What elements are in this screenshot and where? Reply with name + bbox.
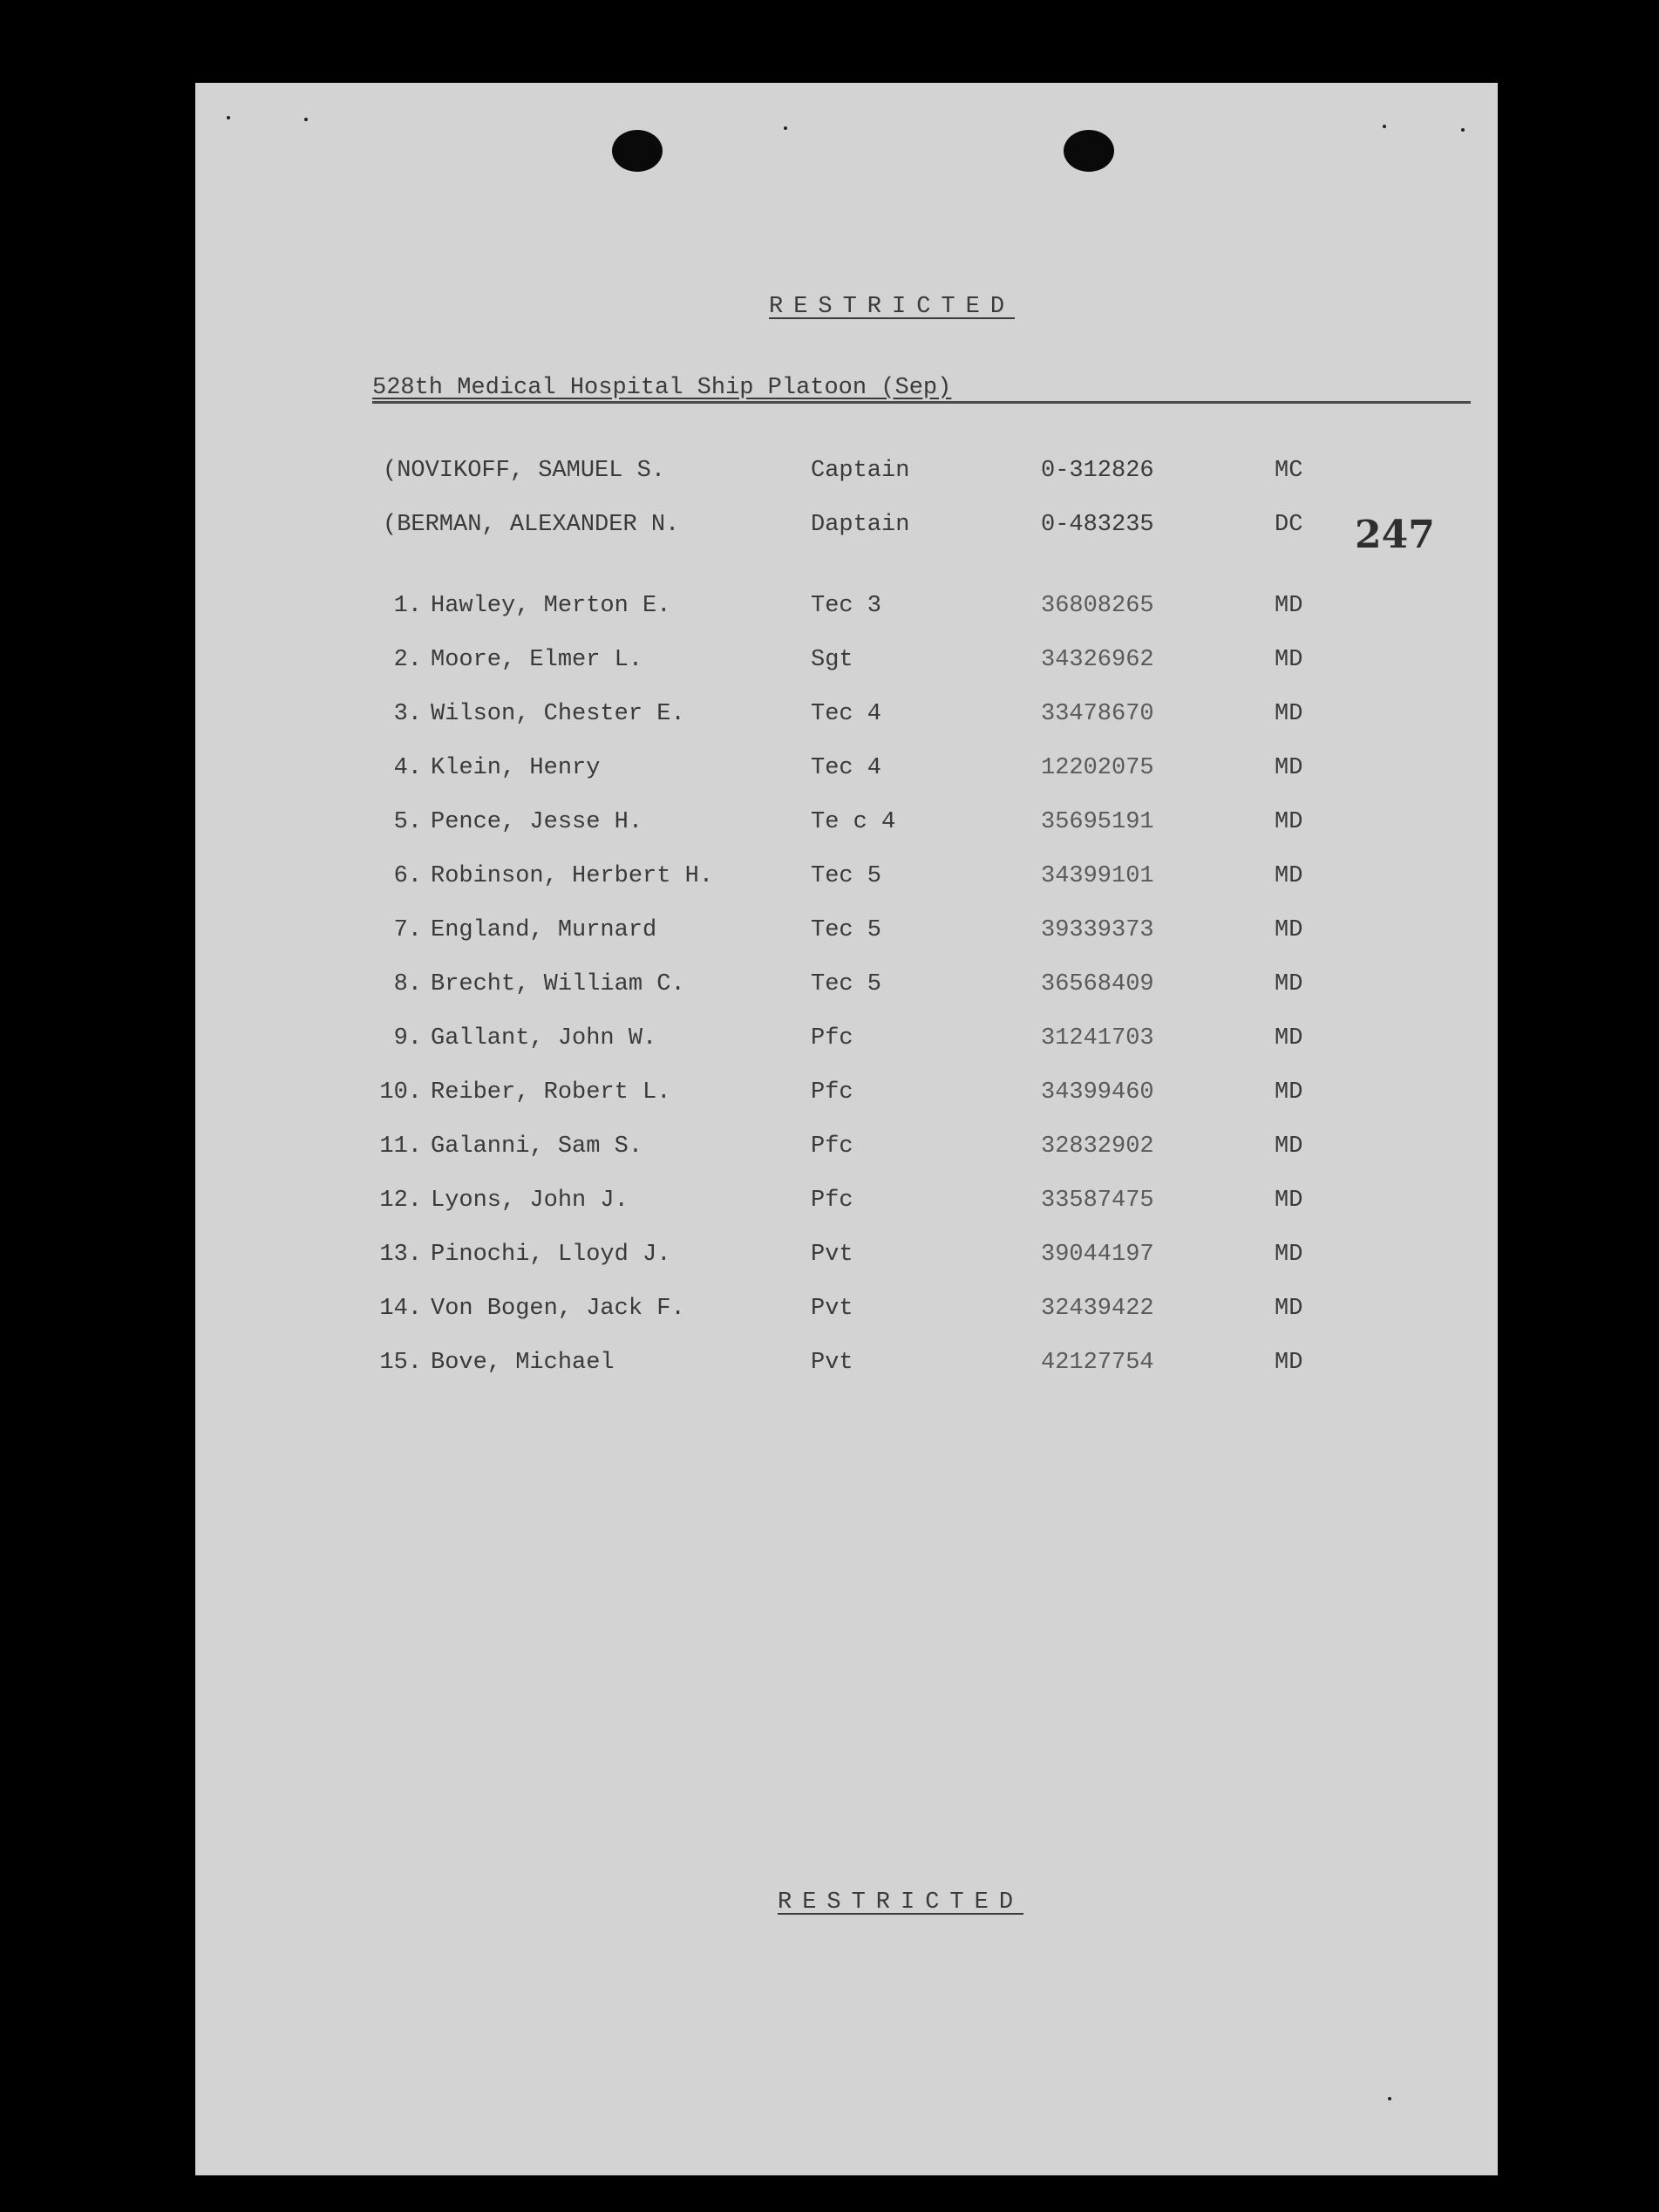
enlisted-row: [195, 1296, 1498, 1331]
document-page: [195, 83, 1498, 2175]
officer-serial: 0-483235: [1041, 512, 1154, 538]
paper-speck: [227, 116, 230, 119]
soldier-name: Brecht, William C.: [431, 971, 685, 997]
soldier-serial: 32832902: [1041, 1133, 1154, 1160]
row-number: 12.: [379, 1188, 422, 1214]
soldier-grade: Pvt: [811, 1296, 853, 1322]
soldier-serial: 34326962: [1041, 647, 1154, 673]
soldier-grade: Tec 3: [811, 593, 882, 619]
soldier-serial: 33587475: [1041, 1188, 1154, 1214]
soldier-serial: 36568409: [1041, 971, 1154, 997]
soldier-branch: MD: [1275, 1350, 1303, 1376]
row-number: 1.: [393, 593, 422, 619]
punch-hole-left: [612, 130, 663, 172]
soldier-branch: MD: [1275, 593, 1303, 619]
row-number: 4.: [393, 755, 422, 781]
soldier-name: Bove, Michael: [431, 1350, 615, 1376]
row-number: 8.: [393, 971, 422, 997]
soldier-name: Wilson, Chester E.: [431, 701, 685, 727]
paper-speck: [784, 126, 787, 130]
header-restricted: RESTRICTED: [769, 294, 1016, 320]
soldier-branch: MD: [1275, 1296, 1303, 1322]
row-number: 15.: [379, 1350, 422, 1376]
soldier-grade: Tec 5: [811, 863, 882, 889]
row-number: 6.: [393, 863, 422, 889]
soldier-name: Moore, Elmer L.: [431, 647, 643, 673]
enlisted-row: [195, 809, 1498, 844]
soldier-branch: MD: [1275, 1025, 1303, 1052]
soldier-name: England, Murnard: [431, 917, 657, 943]
soldier-branch: MD: [1275, 971, 1303, 997]
soldier-grade: Pfc: [811, 1188, 853, 1214]
officer-row: [195, 512, 1498, 547]
enlisted-row: [195, 647, 1498, 682]
officer-branch: MC: [1275, 458, 1303, 484]
row-number: 3.: [393, 701, 422, 727]
row-number: 11.: [379, 1133, 422, 1160]
soldier-grade: Tec 5: [811, 917, 882, 943]
soldier-serial: 33478670: [1041, 701, 1154, 727]
row-number: 5.: [393, 809, 422, 835]
enlisted-row: [195, 1188, 1498, 1222]
officer-name: (BERMAN, ALEXANDER N.: [383, 512, 680, 538]
unit-title: 528th Medical Hospital Ship Platoon (Sep): [372, 375, 952, 401]
soldier-grade: Pvt: [811, 1242, 853, 1268]
row-number: 7.: [393, 917, 422, 943]
page-number: 247: [1355, 513, 1435, 557]
soldier-serial: 39044197: [1041, 1242, 1154, 1268]
punch-hole-right: [1064, 130, 1114, 172]
enlisted-row: [195, 1025, 1498, 1060]
soldier-grade: Pfc: [811, 1079, 853, 1106]
footer-restricted: RESTRICTED: [778, 1889, 1024, 1916]
soldier-serial: 39339373: [1041, 917, 1154, 943]
soldier-serial: 36808265: [1041, 593, 1154, 619]
enlisted-row: [195, 593, 1498, 628]
paper-speck: [1388, 2097, 1391, 2100]
soldier-name: Hawley, Merton E.: [431, 593, 671, 619]
soldier-branch: MD: [1275, 701, 1303, 727]
soldier-grade: Te c 4: [811, 809, 896, 835]
row-number: 13.: [379, 1242, 422, 1268]
soldier-serial: 35695191: [1041, 809, 1154, 835]
soldier-branch: MD: [1275, 755, 1303, 781]
soldier-branch: MD: [1275, 1133, 1303, 1160]
officer-name: (NOVIKOFF, SAMUEL S.: [383, 458, 666, 484]
soldier-grade: Pvt: [811, 1350, 853, 1376]
soldier-name: Von Bogen, Jack F.: [431, 1296, 685, 1322]
enlisted-row: [195, 755, 1498, 790]
soldier-grade: Tec 4: [811, 701, 882, 727]
officer-serial: 0-312826: [1041, 458, 1154, 484]
soldier-branch: MD: [1275, 1079, 1303, 1106]
soldier-serial: 34399101: [1041, 863, 1154, 889]
soldier-branch: MD: [1275, 1242, 1303, 1268]
enlisted-row: [195, 1350, 1498, 1385]
officer-grade: Captain: [811, 458, 910, 484]
soldier-name: Robinson, Herbert H.: [431, 863, 714, 889]
soldier-serial: 32439422: [1041, 1296, 1154, 1322]
paper-speck: [1383, 125, 1386, 128]
soldier-name: Pence, Jesse H.: [431, 809, 643, 835]
soldier-branch: MD: [1275, 647, 1303, 673]
soldier-name: Klein, Henry: [431, 755, 601, 781]
soldier-branch: MD: [1275, 1188, 1303, 1214]
soldier-grade: Pfc: [811, 1025, 853, 1052]
soldier-serial: 42127754: [1041, 1350, 1154, 1376]
officer-row: [195, 458, 1498, 493]
row-number: 2.: [393, 647, 422, 673]
soldier-serial: 31241703: [1041, 1025, 1154, 1052]
enlisted-row: [195, 701, 1498, 736]
soldier-serial: 34399460: [1041, 1079, 1154, 1106]
officer-grade: Daptain: [811, 512, 910, 538]
officer-branch: DC: [1275, 512, 1303, 538]
unit-title-rule: [372, 401, 1471, 404]
paper-speck: [1461, 128, 1465, 132]
paper-speck: [304, 118, 308, 121]
enlisted-row: [195, 1079, 1498, 1114]
enlisted-row: [195, 971, 1498, 1006]
row-number: 9.: [393, 1025, 422, 1052]
soldier-name: Galanni, Sam S.: [431, 1133, 643, 1160]
soldier-branch: MD: [1275, 809, 1303, 835]
soldier-grade: Sgt: [811, 647, 853, 673]
soldier-grade: Pfc: [811, 1133, 853, 1160]
soldier-name: Lyons, John J.: [431, 1188, 629, 1214]
enlisted-row: [195, 863, 1498, 898]
enlisted-row: [195, 1242, 1498, 1276]
soldier-branch: MD: [1275, 863, 1303, 889]
enlisted-row: [195, 1133, 1498, 1168]
row-number: 14.: [379, 1296, 422, 1322]
soldier-serial: 12202075: [1041, 755, 1154, 781]
soldier-branch: MD: [1275, 917, 1303, 943]
row-number: 10.: [379, 1079, 422, 1106]
enlisted-row: [195, 917, 1498, 952]
soldier-name: Pinochi, Lloyd J.: [431, 1242, 671, 1268]
soldier-name: Reiber, Robert L.: [431, 1079, 671, 1106]
soldier-grade: Tec 5: [811, 971, 882, 997]
soldier-name: Gallant, John W.: [431, 1025, 657, 1052]
soldier-grade: Tec 4: [811, 755, 882, 781]
